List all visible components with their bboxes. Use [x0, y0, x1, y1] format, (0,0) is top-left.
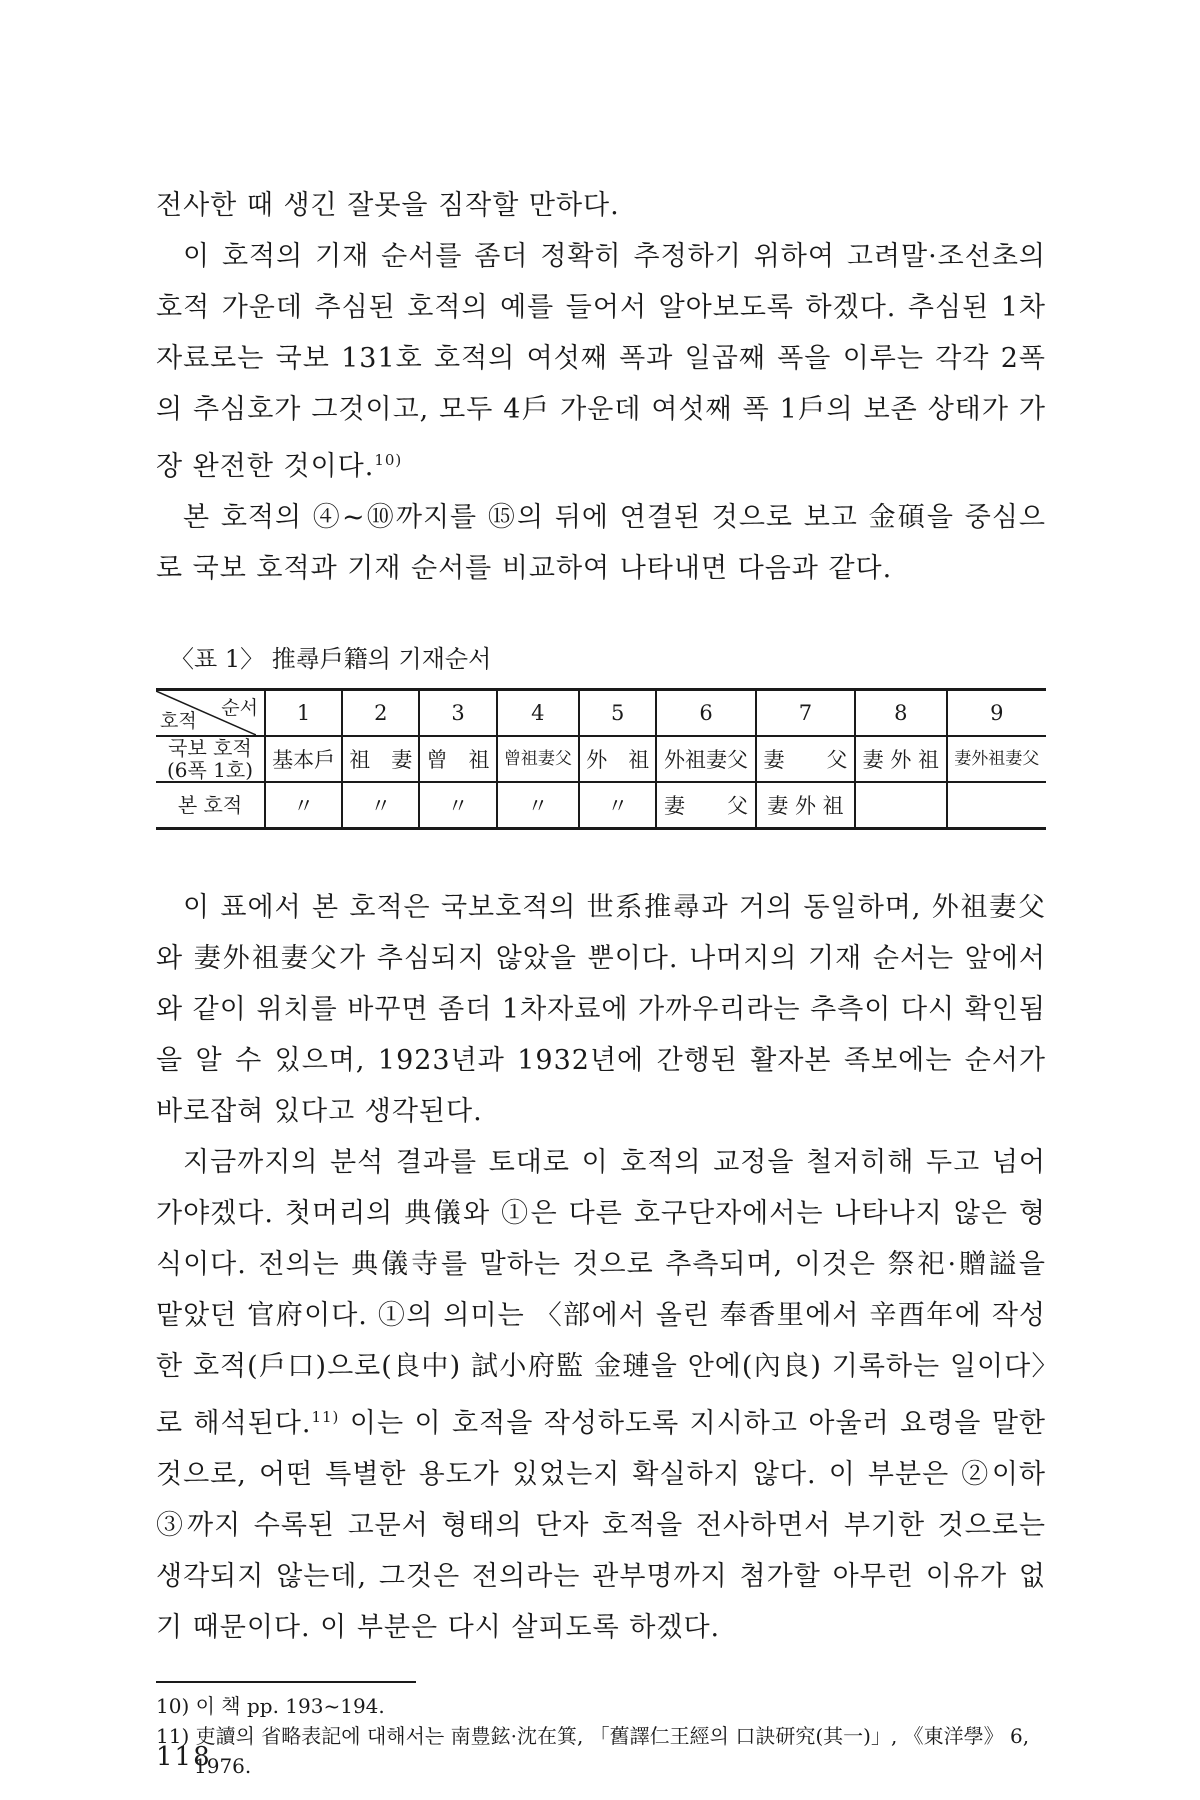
paragraph-text: 이는 이 호적을 작성하도록 지시하고 아울러 요령을 말한 것으로, 어떤 특별한 용도가 있었는지 확실하지 않다. 이 부분은 ②이하 ③까지 수록된 고문서 형태의 단자 호적을 전사하면서 부기한 것으로는 생각되지 않는데, 그것은 전의라는 관부명까지 첨가할 아무런 이유가 없기 때문이다. 이 부분은 다시 살피도록 하겠다. [156, 1408, 1047, 1643]
row-label-line: 본 호적 [177, 793, 243, 817]
paragraph-text: 지금까지의 분석 결과를 토대로 이 호적의 교정을 철저히해 두고 넘어가야겠다. 첫머리의 典儀와 ①은 다른 호구단자에서는 나타나지 않은 형식이다. 전의는 典儀寺를 말하는 것으로 추측되며, 이것은 祭祀·贈謚을 맡았던 官府이다. ①의 의미는 〈部에서 올린 奉香里에서 辛酉年에 작성한 호적(戶口)으로(良中) 試小府監 金璉을 안에(內良) 기록하는 일이다〉로 해석된다. [156, 1147, 1046, 1439]
record-order-table [156, 688, 1046, 830]
paragraph: 전사한 때 생긴 잘못을 짐작할 만하다. [156, 190, 620, 221]
column-header: 6 [656, 690, 755, 737]
row-label [156, 736, 265, 782]
corner-bottom-label: 호적 [160, 710, 197, 732]
row-label-line: 국보 호적 [168, 736, 252, 760]
column-header: 3 [419, 690, 496, 737]
table-row [156, 782, 1046, 829]
paragraph [156, 231, 1046, 492]
footnote-divider [156, 1681, 416, 1683]
table-caption: 〈표 1〉 推尋戶籍의 기재순서 [170, 645, 492, 673]
table-cell: 外祖妻父 [656, 736, 755, 782]
column-header: 8 [855, 690, 946, 737]
table-cell: 〃 [265, 782, 342, 829]
table-cell: 〃 [419, 782, 496, 829]
table-cell: 妻 父 [656, 782, 755, 829]
table-cell: 祖 妻 [342, 736, 419, 782]
table-header-row [156, 690, 1046, 737]
table-cell: 〃 [342, 782, 419, 829]
table-cell: 外 祖 [579, 736, 656, 782]
table-cell: 〃 [579, 782, 656, 829]
table-cell: 妻 外 祖 [756, 782, 855, 829]
column-header: 2 [342, 690, 419, 737]
table-cell [855, 782, 946, 829]
column-header: 7 [756, 690, 855, 737]
table-cell: 曾 祖 [419, 736, 496, 782]
column-header: 4 [497, 690, 580, 737]
page-body [156, 180, 1046, 1781]
corner-top-label: 순서 [221, 697, 258, 719]
table-cell: 基本戶 [265, 736, 342, 782]
table-cell: 曾祖妻父 [497, 736, 580, 782]
footnote-ref: 11) [311, 1408, 340, 1426]
paragraph: 본 호적의 ④~⑩까지를 ⑮의 뒤에 연결된 것으로 보고 金碩을 중심으로 국보 호적과 기재 순서를 비교하여 나타내면 다음과 같다. [156, 502, 1046, 584]
column-header: 1 [265, 690, 342, 737]
corner-cell [156, 690, 265, 737]
column-header: 5 [579, 690, 656, 737]
footnote-ref: 10) [374, 451, 403, 469]
page-number: 118 [156, 1742, 212, 1772]
footnote: 10) 이 책 pp. 193~194. [156, 1694, 385, 1718]
column-header: 9 [947, 690, 1047, 737]
table-cell: 妻外祖妻父 [947, 736, 1047, 782]
table-cell: 妻 外 祖 [855, 736, 946, 782]
table-row [156, 736, 1046, 782]
paragraph: 이 표에서 본 호적은 국보호적의 世系推尋과 거의 동일하며, 外祖妻父와 妻外祖妻父가 추심되지 않았을 뿐이다. 나머지의 기재 순서는 앞에서와 같이 위치를 바꾸면 좀더 1차자료에 가까우리라는 추측이 다시 확인됨을 알 수 있으며, 1923년과 1932년에 간행된 활자본 족보에는 순서가 바로잡혀 있다고 생각된다. [156, 892, 1046, 1127]
paragraph-text: 이 호적의 기재 순서를 좀더 정확히 추정하기 위하여 고려말·조선초의 호적 가운데 추심된 호적의 예를 들어서 알아보도록 하겠다. 추심된 1차자료로는 국보 131호 호적의 여섯째 폭과 일곱째 폭을 이루는 각각 2폭의 추심호가 그것이고, 모두 4戶 가운데 여섯째 폭 1戶의 보존 상태가 가장 완전한 것이다. [156, 241, 1046, 482]
row-label [156, 782, 265, 829]
table-cell: 〃 [497, 782, 580, 829]
row-label-line: (6폭 1호) [166, 758, 254, 782]
paragraph [156, 1137, 1046, 1653]
table-cell: 妻 父 [756, 736, 855, 782]
table-cell [947, 782, 1047, 829]
footnote: 11) 吏讀의 省略表記에 대해서는 南豊鉉·沈在箕, 「舊譯仁王經의 口訣研究(其一)」, 《東洋學》 6, 1976. [156, 1724, 1030, 1778]
